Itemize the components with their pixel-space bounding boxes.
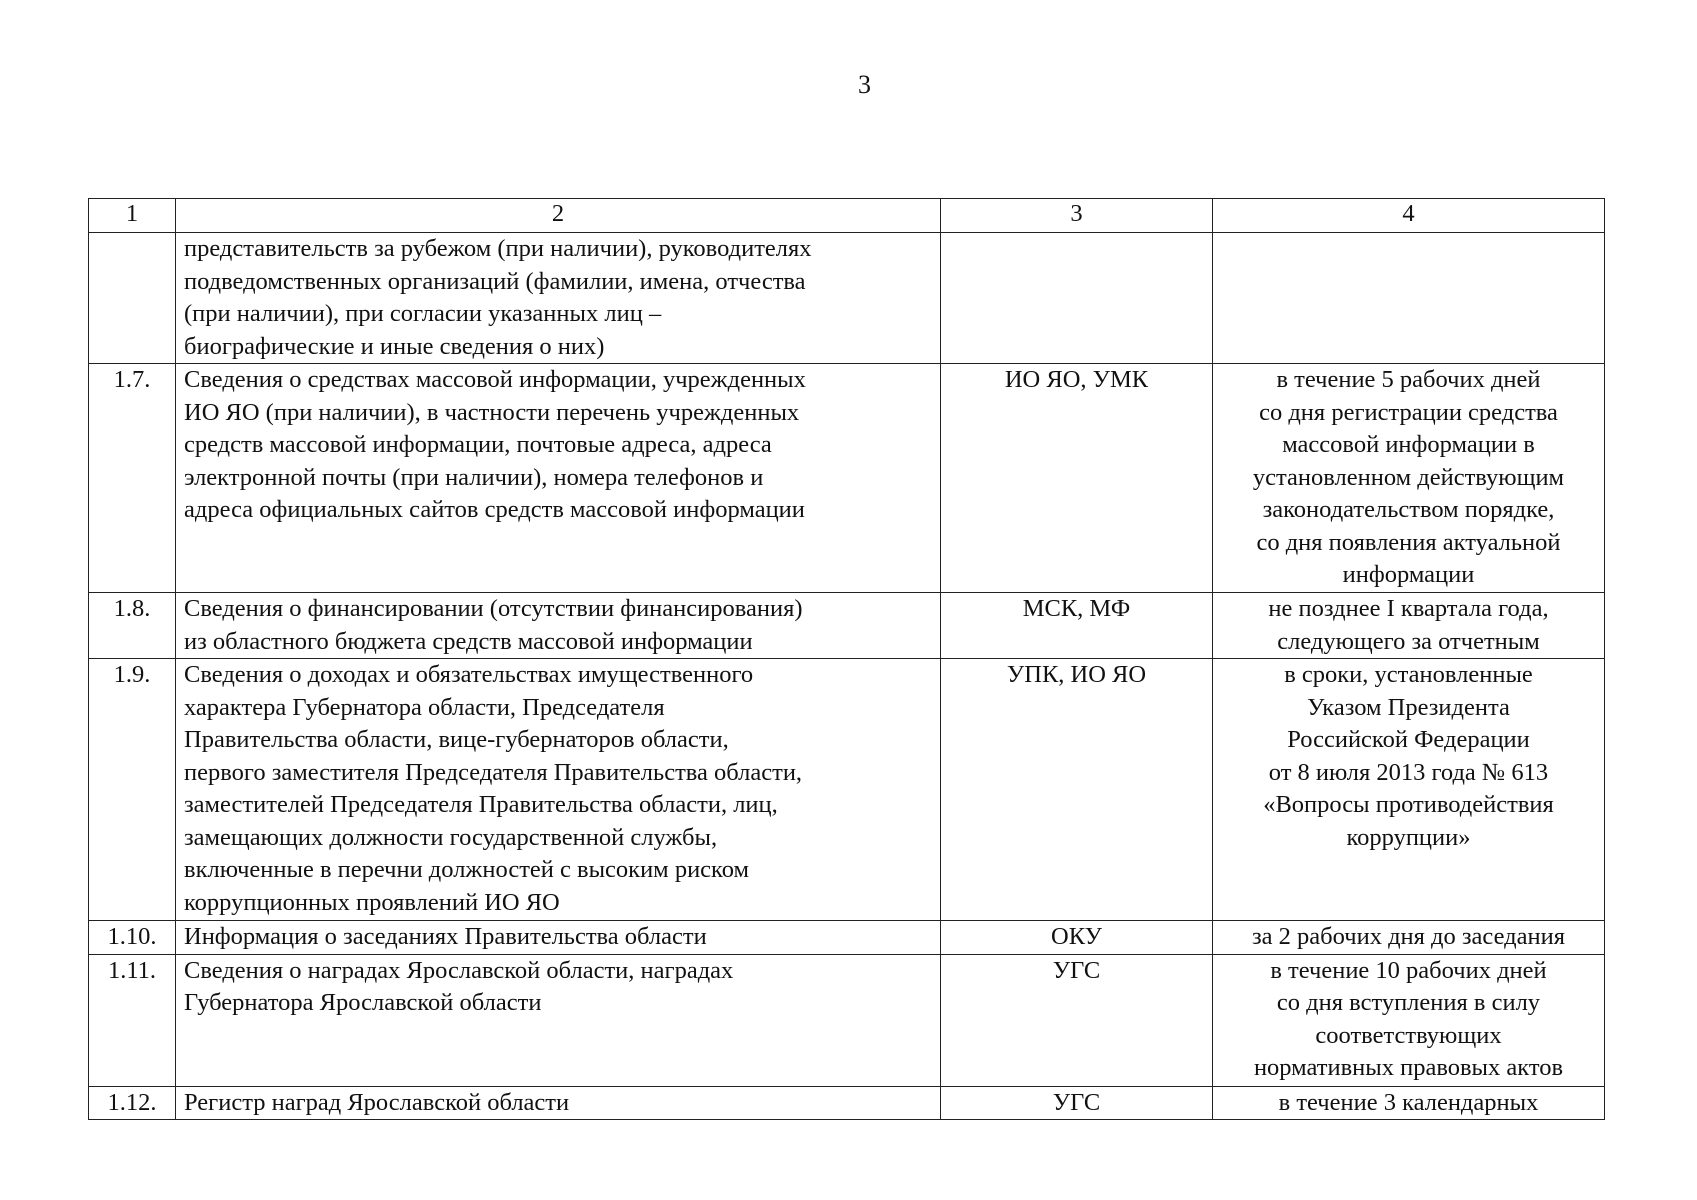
- table-row: [89, 233, 1605, 364]
- term-line: установленном действующим: [1252, 463, 1565, 491]
- row-term: [1213, 921, 1605, 955]
- term-line: в течение 5 рабочих дней: [1276, 366, 1541, 393]
- term-line: законодательством порядке,: [1262, 496, 1555, 523]
- row-number: 1.10.: [89, 921, 176, 955]
- row-description: [176, 1086, 941, 1120]
- row-term: [1213, 659, 1605, 921]
- description-line: ИО ЯО (при наличии), в частности перечень учрежденных: [184, 398, 800, 426]
- description-line: Сведения о финансировании (отсутствии финансирования): [184, 595, 803, 622]
- description-line: коррупционных проявлений ИО ЯО: [184, 888, 560, 916]
- term-line: за 2 рабочих дня до заседания: [1252, 923, 1565, 950]
- description-line: включенные в перечни должностей с высоким риском: [184, 856, 749, 883]
- row-executor: МСК, МФ: [941, 593, 1213, 659]
- term-line: со дня регистрации средства: [1259, 398, 1558, 426]
- column-number-header: 3: [941, 199, 1213, 233]
- table-row: [89, 1086, 1605, 1120]
- table-row: [89, 659, 1605, 921]
- term-line: коррупции»: [1346, 823, 1471, 851]
- row-term: [1213, 954, 1605, 1086]
- table-row: [89, 921, 1605, 955]
- description-line: первого заместителя Председателя Правительства области,: [184, 758, 803, 786]
- description-line: из областного бюджета средств массовой информации: [184, 627, 753, 655]
- column-number-header: 1: [89, 199, 176, 233]
- term-line: информации: [1342, 561, 1475, 588]
- term-line: в течение 10 рабочих дней: [1270, 956, 1547, 984]
- term-line: соответствующих: [1315, 1021, 1502, 1049]
- term-line: нормативных правовых актов: [1253, 1054, 1564, 1081]
- description-line: Сведения о доходах и обязательствах имущественного: [184, 661, 754, 688]
- description-line: Правительства области, вице-губернаторов области,: [184, 726, 729, 753]
- table-row: [89, 364, 1605, 593]
- row-description: [176, 233, 941, 364]
- row-description: [176, 659, 941, 921]
- table-header-row: [89, 199, 1605, 233]
- description-line: замещающих должности государственной службы,: [184, 823, 718, 851]
- row-executor: УПК, ИО ЯО: [941, 659, 1213, 921]
- page-number: 3: [858, 70, 871, 99]
- description-line: (при наличии), при согласии указанных лиц –: [184, 300, 662, 327]
- row-executor: УГС: [941, 954, 1213, 1086]
- description-line: Сведения о средствах массовой информации, учрежденных: [184, 366, 806, 393]
- row-number: 1.12.: [89, 1086, 176, 1120]
- term-line: со дня появления актуальной: [1256, 528, 1561, 556]
- description-line: Информация о заседаниях Правительства области: [184, 923, 707, 950]
- row-description: [176, 954, 941, 1086]
- description-line: Сведения о наградах Ярославской области, наградах: [184, 956, 734, 984]
- description-line: Регистр наград Ярославской области: [184, 1088, 570, 1116]
- row-executor: ОКУ: [941, 921, 1213, 955]
- term-line: массовой информации в: [1282, 431, 1535, 458]
- term-line: со дня вступления в силу: [1276, 989, 1541, 1016]
- row-description: [176, 593, 941, 659]
- term-line: от 8 июля 2013 года № 613: [1268, 758, 1549, 786]
- description-line: биографические и иные сведения о них): [184, 332, 605, 360]
- term-line: следующего за отчетным: [1277, 627, 1540, 655]
- term-line: в течение 3 календарных: [1278, 1088, 1539, 1116]
- description-line: средств массовой информации, почтовые адреса, адреса: [184, 431, 772, 458]
- row-executor: [941, 233, 1213, 364]
- term-line: Указом Президента: [1307, 693, 1510, 721]
- row-number: 1.11.: [89, 954, 176, 1086]
- description-line: характера Губернатора области, Председателя: [184, 693, 665, 721]
- table-row: [89, 593, 1605, 659]
- row-number: [89, 233, 176, 364]
- row-description: [176, 364, 941, 593]
- description-line: заместителей Председателя Правительства области, лиц,: [184, 791, 778, 818]
- table-row: [89, 954, 1605, 1086]
- term-line: Российской Федерации: [1287, 726, 1530, 753]
- document-table: [88, 198, 1605, 1120]
- description-line: подведомственных организаций (фамилии, имена, отчества: [184, 267, 806, 295]
- term-line: в сроки, установленные: [1284, 661, 1533, 688]
- row-executor: УГС: [941, 1086, 1213, 1120]
- row-description: [176, 921, 941, 955]
- description-line: представительств за рубежом (при наличии), руководителях: [184, 235, 812, 262]
- description-line: адреса официальных сайтов средств массовой информации: [184, 496, 805, 523]
- row-number: 1.8.: [89, 593, 176, 659]
- row-term: [1213, 593, 1605, 659]
- row-term: [1213, 233, 1605, 364]
- row-term: [1213, 364, 1605, 593]
- column-number-header: 2: [176, 199, 941, 233]
- column-number-header: 4: [1213, 199, 1605, 233]
- term-line: не позднее I квартала года,: [1268, 595, 1549, 622]
- description-line: электронной почты (при наличии), номера телефонов и: [184, 463, 764, 491]
- row-executor: ИО ЯО, УМК: [941, 364, 1213, 593]
- row-term: [1213, 1086, 1605, 1120]
- row-number: 1.7.: [89, 364, 176, 593]
- term-line: «Вопросы противодействия: [1263, 791, 1554, 818]
- row-number: 1.9.: [89, 659, 176, 921]
- description-line: Губернатора Ярославской области: [184, 989, 542, 1016]
